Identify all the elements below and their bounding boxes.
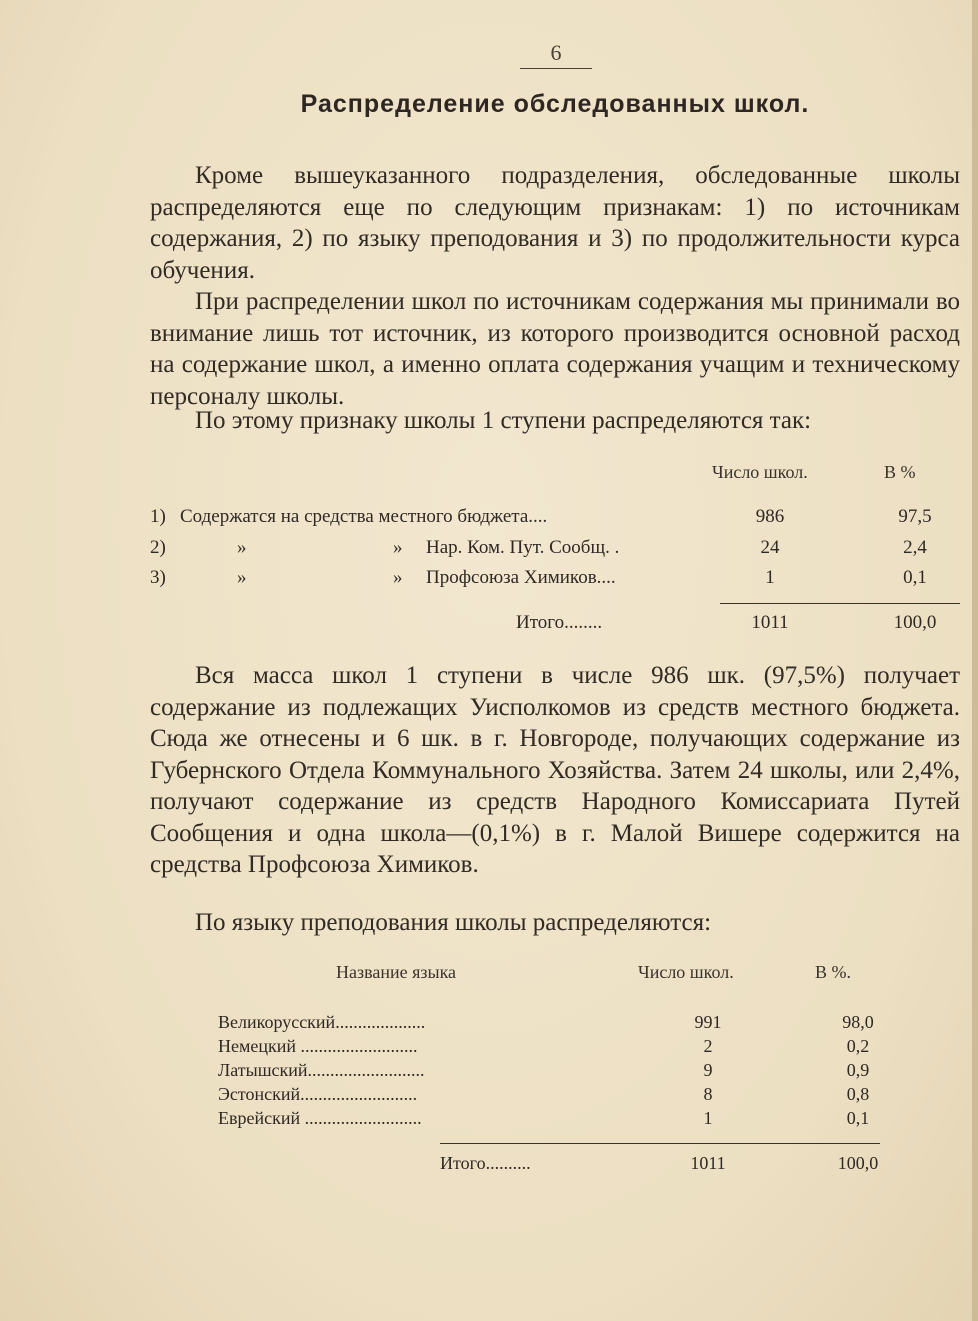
table-row (218, 1060, 918, 1084)
table-row (150, 537, 960, 567)
table-row (218, 1012, 918, 1036)
row-percent: 0,2 (846, 1036, 870, 1056)
table-row (218, 1036, 918, 1060)
table-row (150, 567, 960, 597)
total-rule (440, 1143, 880, 1144)
row-percent: 0,9 (846, 1060, 870, 1080)
row-count: 2 (703, 1036, 713, 1056)
row-percent: 2,4 (903, 537, 927, 558)
row-percent: 0,1 (846, 1108, 870, 1128)
language-table-header-language: Название языка (336, 962, 457, 982)
row-label: Содержатся на средства местного бюджета.... (180, 506, 548, 527)
paragraph-funding-criteria: При распределении школ по источникам содержания мы принимали во внимание лишь тот источник, из которого производится основной расход на содержание школ, а именно оплата содержания учащим и техническому персоналу школы. (150, 288, 960, 410)
paragraph-intro: Кроме вышеуказанного подразделения, обследованные школы распределяются еще по следующим признакам: 1) по источникам содержания, 2) по языку преподования и 3) по продолжительности курса обучения. (150, 162, 960, 284)
language-table-header-count: Число школ. (638, 962, 734, 982)
funding-table-header-count: Число школ. (712, 462, 808, 482)
row-label: Нар. Ком. Пут. Сообщ. . (426, 537, 620, 558)
total-label: Итого........ (516, 612, 603, 633)
row-percent: 97,5 (898, 506, 932, 527)
page-edge (972, 0, 978, 1321)
row-language: Еврейский .......................... (218, 1108, 422, 1128)
ditto-mark: » (237, 567, 247, 588)
row-label: Профсоюза Химиков.... (426, 567, 616, 588)
total-label: Итого.......... (440, 1153, 531, 1173)
paragraph-funding-lead: По этому признаку школы 1 ступени распределяются так: (195, 407, 812, 434)
paragraph-funding-summary: Вся масса школ 1 ступени в числе 986 шк. (97,5%) получает содержание из подлежащих Уисполкомов из средств местного бюджета. Сюда же отнесены и 6 шк. в г. Новгороде, получающих содержание из Губернского Отдела Коммунального Хозяйства. Затем 24 школы, или 2,4%, получают содержание из средств Народного Комиссариата Путей Сообщения и одна школа—(0,1%) в г. Малой Вишере содержится на средства Профсоюза Химиков. (150, 662, 960, 878)
table-row (150, 506, 960, 536)
row-count: 1 (703, 1108, 713, 1128)
total-row (218, 1153, 918, 1177)
language-table-header-percent: В %. (815, 962, 851, 982)
row-percent: 98,0 (842, 1012, 874, 1032)
row-language: Немецкий .......................... (218, 1036, 418, 1056)
row-count: 8 (703, 1084, 713, 1104)
ditto-mark: » (237, 537, 247, 558)
row-percent: 0,1 (903, 567, 927, 588)
paragraph-language-lead: По языку преподования школы распределяются: (195, 909, 712, 936)
row-language: Великорусский.................... (218, 1012, 426, 1032)
row-count: 991 (694, 1012, 722, 1032)
total-percent: 100,0 (837, 1153, 879, 1173)
funding-table-header-percent: В % (884, 462, 916, 482)
table-row (218, 1084, 918, 1108)
total-percent: 100,0 (893, 612, 937, 633)
row-number: 3) (150, 567, 166, 588)
row-count: 986 (755, 506, 785, 527)
total-row (150, 612, 960, 642)
page-number-rule (520, 68, 592, 69)
row-language: Эстонский.......................... (218, 1084, 418, 1104)
row-number: 2) (150, 537, 166, 558)
row-count: 1 (765, 567, 775, 588)
total-rule (720, 603, 960, 604)
section-title: Распределение обследованных школ. (300, 90, 810, 118)
row-count: 9 (703, 1060, 713, 1080)
total-count: 1011 (690, 1153, 726, 1173)
row-percent: 0,8 (846, 1084, 870, 1104)
total-count: 1011 (751, 612, 789, 633)
table-row (218, 1108, 918, 1132)
row-language: Латышский.......................... (218, 1060, 425, 1080)
page-number: 6 (550, 40, 562, 65)
row-number: 1) (150, 506, 166, 527)
row-count: 24 (760, 537, 780, 558)
ditto-mark: » (393, 567, 403, 588)
ditto-mark: » (393, 537, 403, 558)
